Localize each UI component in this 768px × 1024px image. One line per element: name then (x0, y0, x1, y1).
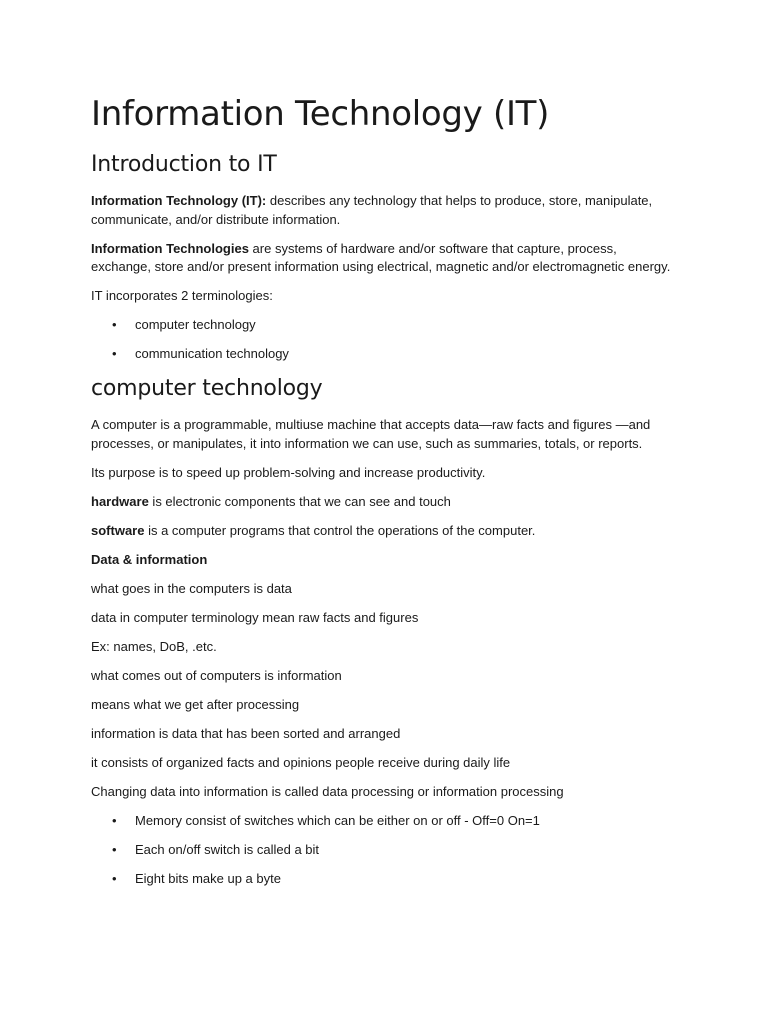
list-item (91, 345, 678, 364)
text-line: what goes in the computers is data (91, 580, 292, 596)
text-line: information is data that has been sorted and arranged (91, 725, 401, 741)
intro-term-it: Information Technology (IT): (91, 193, 267, 208)
list-item (91, 812, 678, 831)
data-information-subheading-text: Data & information (91, 551, 208, 567)
memory-bullet-list (91, 812, 678, 889)
text-line: means what we get after processing (91, 696, 300, 712)
intro-heading: Introduction to IT (91, 152, 277, 177)
list-item (91, 870, 678, 889)
computer-technology-heading: computer technology (91, 376, 323, 401)
bullet-icon: • (112, 812, 117, 828)
hardware-term: hardware (91, 493, 149, 509)
bullet-icon: • (112, 346, 117, 361)
bullet-icon: • (112, 317, 117, 332)
list-item-text: Eight bits make up a byte (135, 870, 281, 886)
intro-bullet-list (91, 316, 678, 364)
software-term: software (91, 522, 145, 538)
software-definition: is a computer programs that control the operations of the computer. (144, 522, 536, 538)
intro-paragraph-2 (91, 240, 678, 277)
bullet-icon: • (112, 841, 117, 857)
text-line: what comes out of computers is information (91, 667, 342, 683)
software-paragraph (91, 522, 678, 541)
intro-definition-technologies: are systems of hardware and/or software that capture, process, exchange, store and/or present information using electrical, magnetic and/or electromagnetic energy. (91, 240, 671, 274)
intro-term-technologies: Information Technologies (91, 240, 249, 256)
text-line: it consists of organized facts and opinions people receive during daily life (91, 754, 511, 770)
list-item (91, 316, 678, 335)
document-title: Information Technology (IT) (91, 94, 550, 134)
list-item-text: Each on/off switch is called a bit (135, 841, 320, 857)
intro-paragraph-1 (91, 192, 678, 229)
data-information-subheading (91, 551, 678, 570)
list-item-text: computer technology (135, 317, 256, 332)
computer-paragraph-1: A computer is a programmable, multiuse machine that accepts data—raw facts and figures —and processes, or manipulates, it into information we can use, such as summaries, totals, or reports. (91, 417, 651, 451)
text-line: Changing data into information is called data processing or information processing (91, 783, 564, 799)
bullet-icon: • (112, 870, 117, 886)
hardware-definition: is electronic components that we can see and touch (148, 493, 451, 509)
text-line: Ex: names, DoB, .etc. (91, 638, 217, 654)
intro-paragraph-3: IT incorporates 2 terminologies: (91, 288, 273, 303)
list-item-text: communication technology (135, 346, 289, 361)
list-item (91, 841, 678, 860)
list-item-text: Memory consist of switches which can be either on or off - Off=0 On=1 (135, 812, 540, 828)
text-line: data in computer terminology mean raw facts and figures (91, 609, 419, 625)
hardware-paragraph (91, 493, 678, 512)
computer-paragraph-2: Its purpose is to speed up problem-solving and increase productivity. (91, 464, 486, 480)
intro-definition-it: describes any technology that helps to produce, store, manipulate, communicate, and/or distribute information. (91, 193, 653, 227)
